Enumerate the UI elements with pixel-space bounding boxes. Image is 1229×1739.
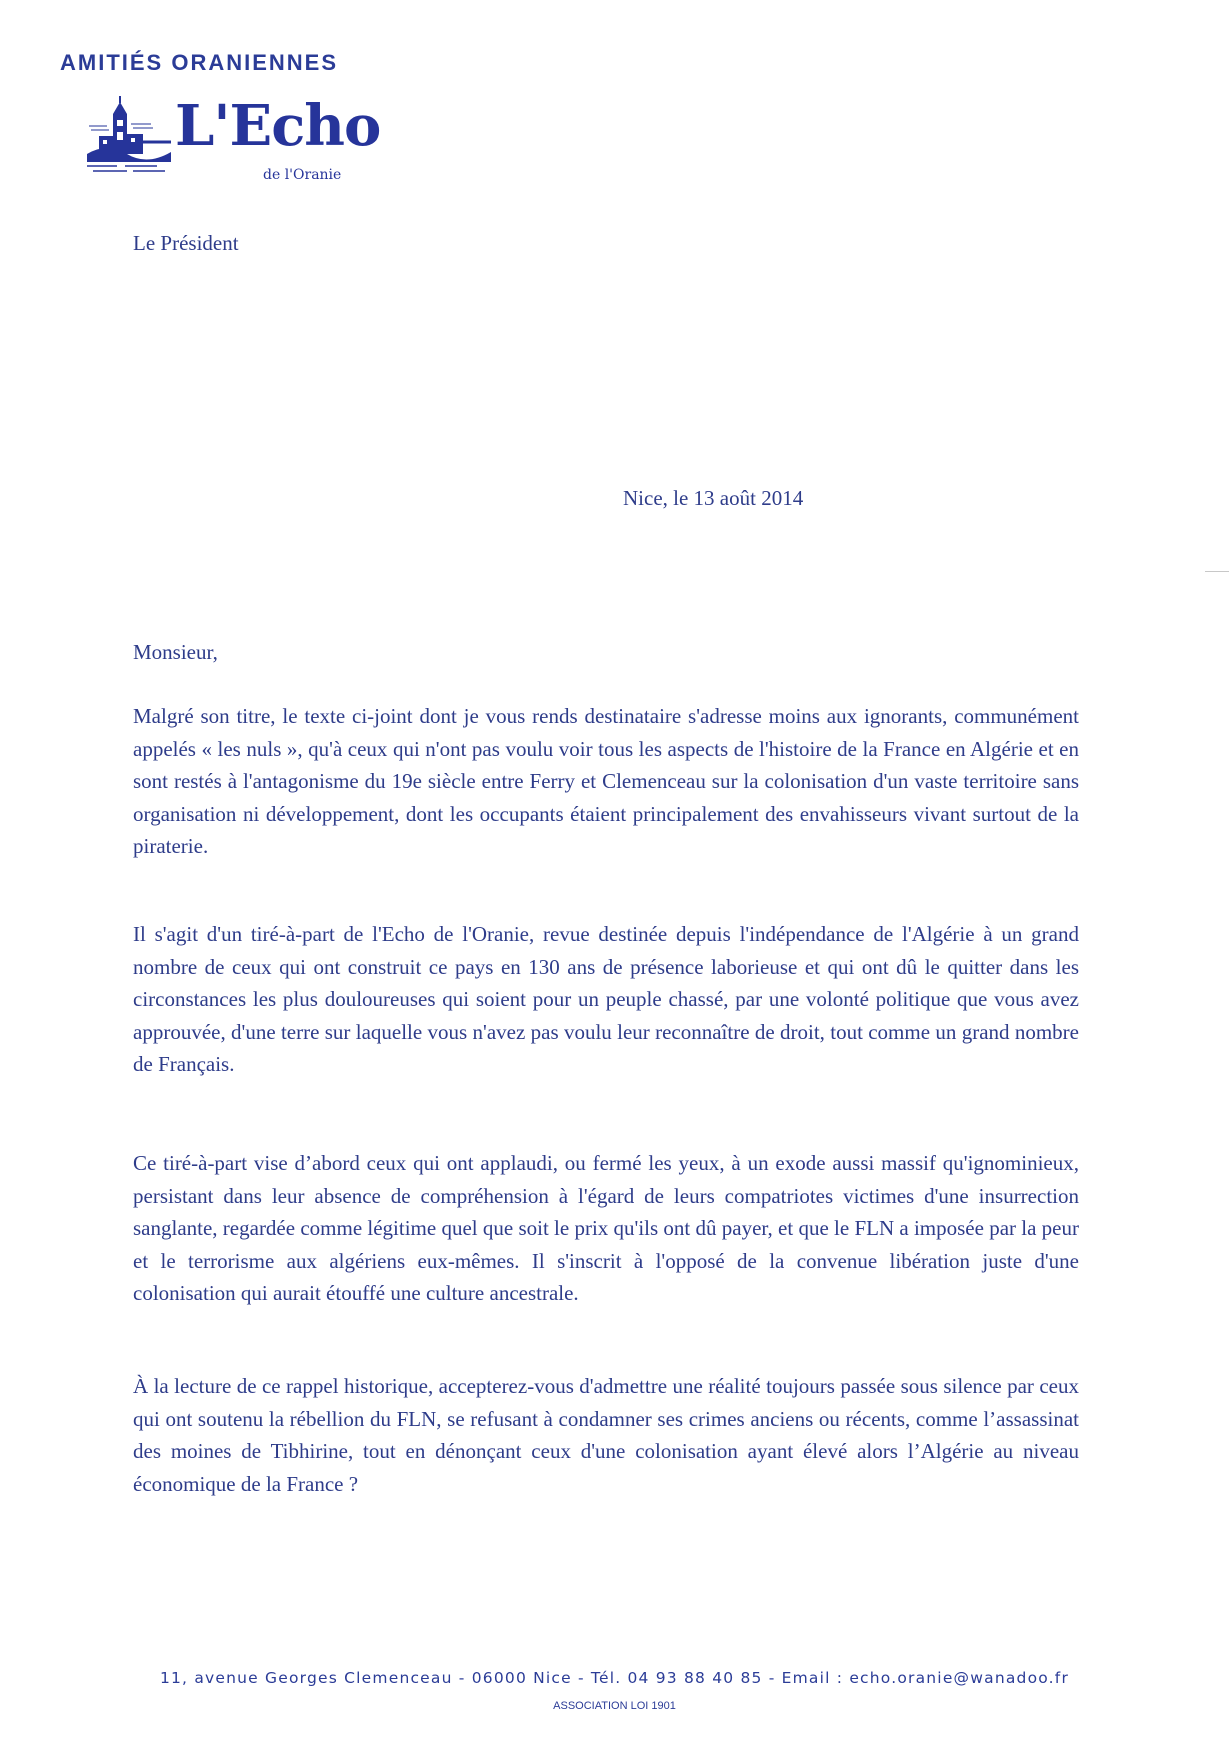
footer-association: ASSOCIATION LOI 1901 — [553, 1700, 676, 1712]
sender-role: Le Président — [133, 231, 239, 255]
salutation: Monsieur, — [133, 640, 218, 664]
harbor-illustration-icon — [87, 96, 171, 176]
body-paragraph: Malgré son titre, le texte ci-joint dont je vous rends destinataire s'adresse moins aux ignorants, communément appelés « les nuls », qu'à ceux qui n'ont pas voulu voir tous les aspects de l'histoire de la France en Algérie et en sont restés à l'antagonisme du 19e siècle entre Ferry et Clemenceau sur la colonisation d'un vaste territoire sans organisation ni développement, dont les occupants étaient principalement des envahisseurs vivant surtout de la piraterie. — [133, 704, 1079, 859]
page-edge-mark — [1205, 571, 1229, 572]
logo-subtitle: de l'Oranie — [263, 167, 342, 183]
body-paragraph: Ce tiré-à-part vise d’abord ceux qui ont applaudi, ou fermé les yeux, à un exode aussi massif qu'ignominieux, persistant dans leur absence de compréhension à l'égard de leurs compatriotes victimes d'une insurrection sanglante, regardée comme légitime quel que soit le prix qu'ils ont dû payer, et que le FLN a imposée par la peur et le terrorisme aux algériens eux-mêmes. Il s'inscrit à l'opposé de la convenue libération juste d'une colonisation qui aurait étouffé une culture ancestrale. — [133, 1151, 1079, 1306]
date-line: Nice, le 13 août 2014 — [623, 486, 804, 510]
body-paragraph: Il s'agit d'un tiré-à-part de l'Echo de l'Oranie, revue destinée depuis l'indépendance de l'Algérie à un grand nombre de ceux qui ont construit ce pays en 130 ans de présence laborieuse et qui ont dû le quitter dans les circonstances les plus douloureuses qui soient pour un peuple chassé, par une volonté politique que vous avez approuvée, d'une terre sur laquelle vous n'avez pas voulu leur reconnaître de droit, tout comme un grand nombre de Français. — [133, 922, 1079, 1077]
letterhead-organization: AMITIÉS ORANIENNES — [60, 50, 339, 75]
body-paragraph: À la lecture de ce rappel historique, accepterez-vous d'admettre une réalité toujours passée sous silence par ceux qui ont soutenu la rébellion du FLN, se refusant à condamner ses crimes anciens ou récents, comme l’assassinat des moines de Tibhirine, tout en dénonçant ceux d'une colonisation ayant élevé alors l’Algérie au niveau économique de la France ? — [133, 1374, 1079, 1496]
footer-address: 11, avenue Georges Clemenceau - 06000 Nice - Tél. 04 93 88 40 85 - Email : echo.oranie@wanadoo.fr — [159, 1669, 1070, 1687]
echo-oranie-logo — [87, 93, 381, 196]
logo-title: L'Echo — [175, 93, 381, 159]
